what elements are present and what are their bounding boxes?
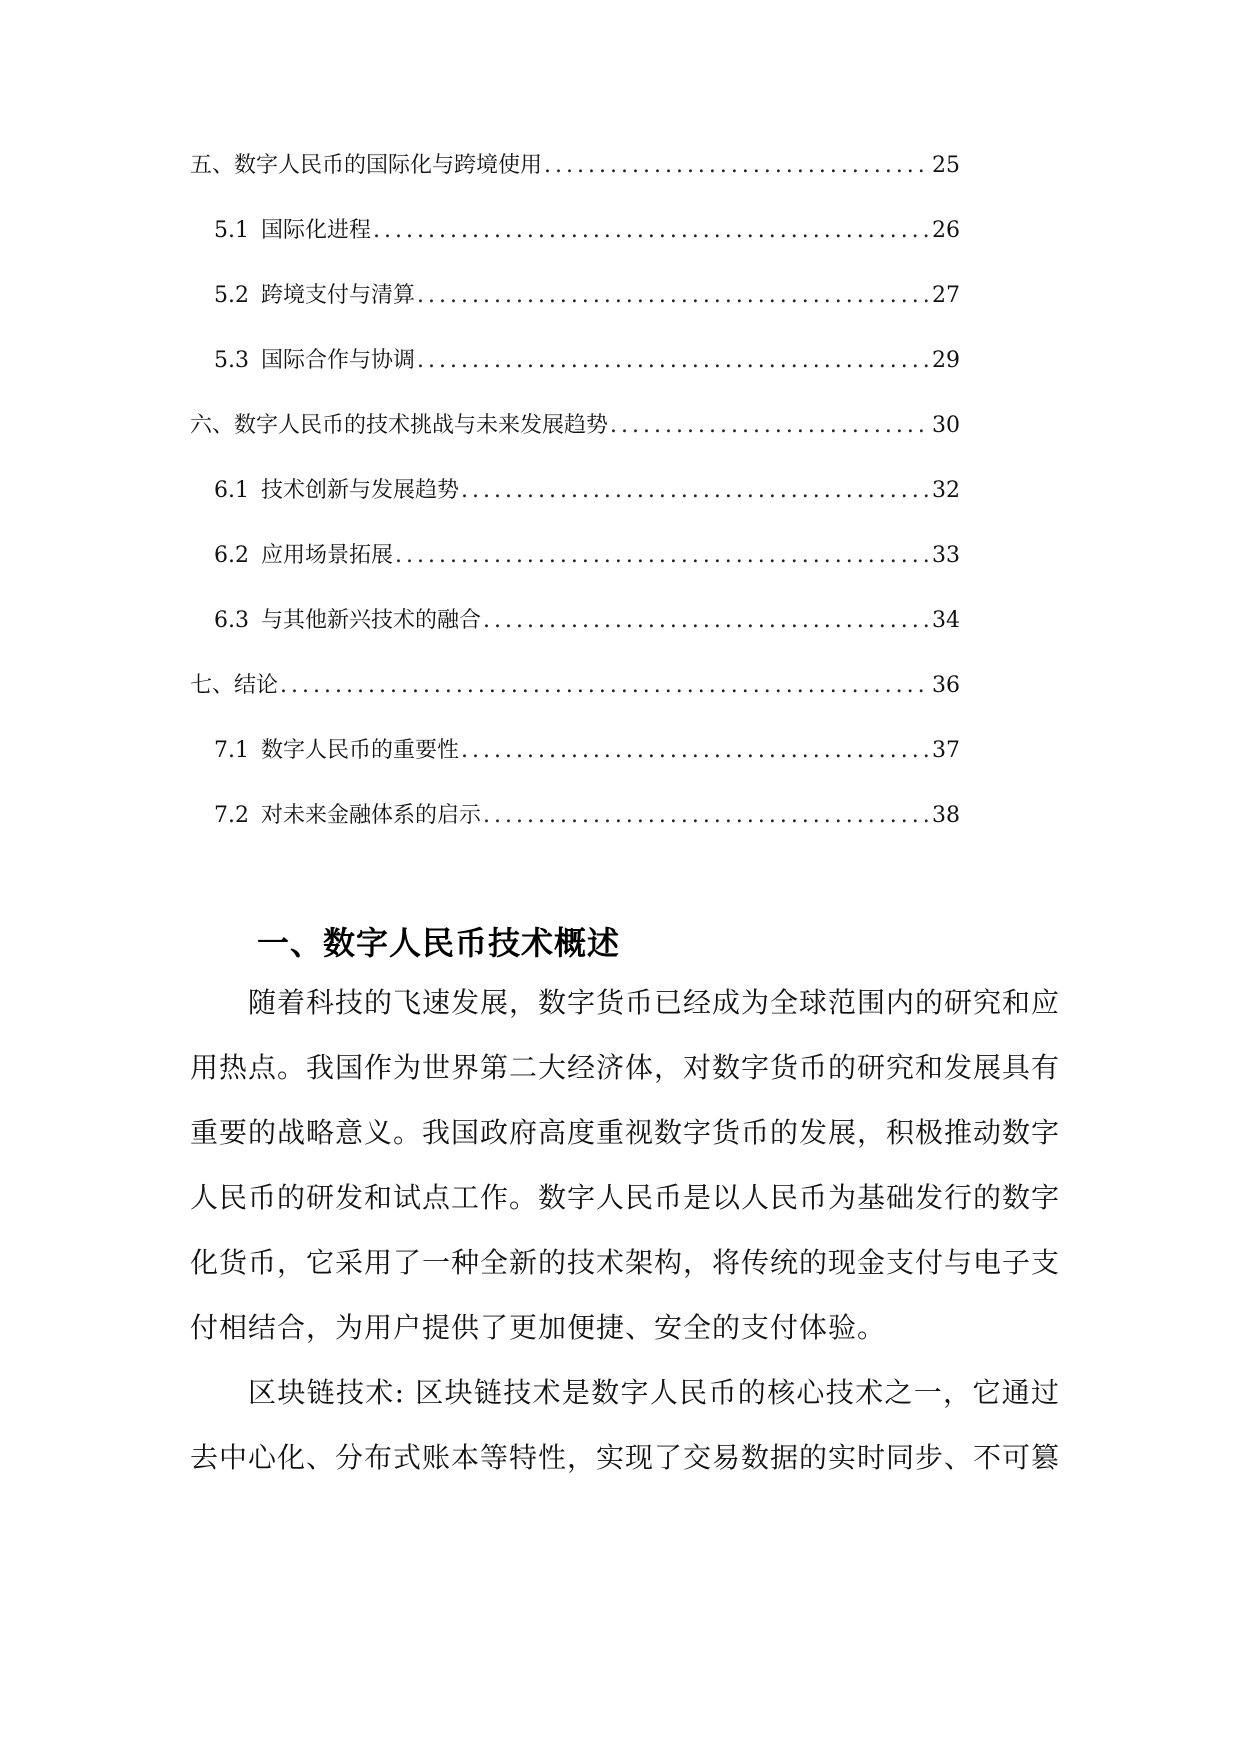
toc-page-number: 32 — [932, 478, 960, 503]
toc-title: 国际化进程 — [261, 218, 372, 243]
toc-page-number: 25 — [932, 153, 960, 178]
section-heading: 一、数字人民币技术概述 — [257, 924, 621, 963]
toc-leader-dots — [544, 153, 930, 178]
toc-page-number: 33 — [932, 543, 960, 568]
section-body — [190, 970, 1060, 1490]
toc-page-number: 34 — [932, 608, 960, 633]
toc-leader-dots — [483, 608, 930, 633]
toc-title: 跨境支付与清算 — [261, 283, 416, 308]
toc-entry[interactable] — [190, 213, 960, 278]
toc-number: 6.3 — [214, 608, 249, 633]
toc-number: 7.2 — [214, 803, 249, 828]
toc-number: 5.3 — [214, 348, 249, 373]
toc-title: 与其他新兴技术的融合 — [261, 608, 482, 633]
toc-title: 对未来金融体系的启示 — [261, 803, 482, 828]
toc-entry[interactable] — [190, 668, 960, 733]
toc-title: 技术创新与发展趋势 — [261, 478, 460, 503]
toc-page-number: 38 — [932, 803, 960, 828]
toc-entry[interactable] — [190, 473, 960, 538]
toc-entry[interactable] — [190, 408, 960, 473]
toc-page-number: 37 — [932, 738, 960, 763]
body-paragraph: 区块链技术: 区块链技术是数字人民币的核心技术之一，它通过去中心化、分布式账本等特性，实现了交易数据的实时同步、不可篡 — [190, 1376, 1061, 1474]
toc-number: 5.1 — [214, 218, 249, 243]
toc-page-number: 36 — [932, 673, 960, 698]
toc-entry[interactable] — [190, 798, 960, 863]
toc-leader-dots — [280, 673, 930, 698]
toc-title: 数字人民币的技术挑战与未来发展趋势 — [234, 413, 609, 438]
toc-leader-dots — [417, 348, 930, 373]
toc-title: 应用场景拓展 — [261, 543, 394, 568]
toc-leader-dots — [461, 478, 930, 503]
toc-entry[interactable] — [190, 148, 960, 213]
toc-page-number: 27 — [932, 283, 960, 308]
toc-leader-dots — [483, 803, 930, 828]
toc-number: 5.2 — [214, 283, 249, 308]
toc-number: 7.1 — [214, 738, 249, 763]
toc-leader-dots — [373, 218, 930, 243]
toc-leader-dots — [610, 413, 930, 438]
toc-page-number: 26 — [932, 218, 960, 243]
toc-title: 数字人民币的国际化与跨境使用 — [234, 153, 543, 178]
toc-leader-dots — [395, 543, 930, 568]
toc-entry[interactable] — [190, 343, 960, 408]
toc-number: 6.1 — [214, 478, 249, 503]
toc-number: 五、 — [190, 153, 235, 178]
toc-leader-dots — [461, 738, 930, 763]
toc-leader-dots — [417, 283, 930, 308]
toc-title: 国际合作与协调 — [261, 348, 416, 373]
toc-entry[interactable] — [190, 603, 960, 668]
table-of-contents — [190, 148, 960, 863]
toc-number: 6.2 — [214, 543, 249, 568]
toc-number: 六、 — [190, 413, 235, 438]
toc-title: 结论 — [234, 673, 279, 698]
toc-entry[interactable] — [190, 278, 960, 343]
toc-title: 数字人民币的重要性 — [261, 738, 460, 763]
toc-page-number: 29 — [932, 348, 960, 373]
toc-entry[interactable] — [190, 538, 960, 603]
toc-number: 七、 — [190, 673, 235, 698]
toc-entry[interactable] — [190, 733, 960, 798]
body-paragraph: 随着科技的飞速发展，数字货币已经成为全球范围内的研究和应用热点。我国作为世界第二大经济体，对数字货币的研究和发展具有重要的战略意义。我国政府高度重视数字货币的发展，积极推动数字人民币的研发和试点工作。数字人民币是以人民币为基础发行的数字化货币，它采用了一种全新的技术架构，将传统的现金支付与电子支付相结合，为用户提供了更加便捷、安全的支付体验。 — [190, 986, 1061, 1344]
toc-page-number: 30 — [932, 413, 960, 438]
